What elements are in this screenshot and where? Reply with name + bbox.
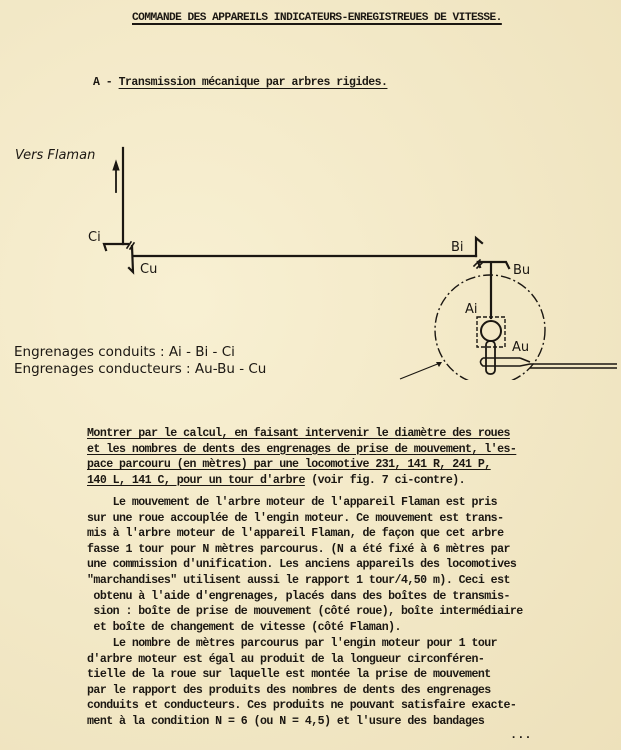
label-ci: Ci xyxy=(88,230,101,245)
text-line: Le nombre de mètres parcourus par l'engin moteur pour 1 tour xyxy=(87,637,498,650)
question-line: 140 L, 141 C, pour un tour d'arbre xyxy=(87,473,305,487)
paragraph-2 xyxy=(87,636,587,730)
text-line: et boîte de changement de vitesse (côté Flaman). xyxy=(87,620,401,634)
gear-legend xyxy=(14,344,266,378)
continuation-mark: ... xyxy=(510,728,532,742)
text-line: Le mouvement de l'arbre moteur de l'appareil Flaman est pris xyxy=(87,496,498,509)
text-line: une commission d'unification. Les anciens appareils des locomotives xyxy=(87,558,517,572)
leader-line xyxy=(400,363,440,379)
gear-ai xyxy=(481,321,501,341)
gear-cu xyxy=(129,246,133,272)
legend-driven: Engrenages conduits : Ai - Bi - Ci xyxy=(14,344,235,360)
question-line: Montrer par le calcul, en faisant intervenir le diamètre des roues xyxy=(87,427,510,440)
text-line: obtenu à l'aide d'engrenages, placés dans des boîtes de transmis- xyxy=(87,589,510,603)
question-reference: (voir fig. 7 ci-contre). xyxy=(304,473,466,487)
gear-bu xyxy=(478,262,509,268)
direction-label: Vers Flaman xyxy=(15,148,96,163)
question-block xyxy=(87,426,587,488)
label-ai: Ai xyxy=(465,302,478,317)
text-line: ment à la condition N = 6 (ou N = 4,5) et l'usure des bandages xyxy=(87,714,485,728)
text-line: d'arbre moteur est égal au produit de la longueur circonféren- xyxy=(87,652,485,666)
section-prefix: A - xyxy=(93,76,119,89)
text-line: fasse 1 tour pour N mètres parcourus. (N a été fixé à 6 mètres par xyxy=(87,542,510,556)
text-line: par le rapport des produits des nombres de dents des engrenages xyxy=(87,683,491,697)
text-line: mis à l'arbre moteur de l'appareil Flaman, de façon que cet arbre xyxy=(87,527,504,541)
text-line: sion : boîte de prise de mouvement (côté roue), boîte intermédiaire xyxy=(87,605,523,619)
text-line: tielle de la roue sur laquelle est montée la prise de mouvement xyxy=(87,668,491,682)
section-heading xyxy=(93,76,387,89)
label-bi: Bi xyxy=(451,240,464,255)
text-line: sur une roue accouplée de l'engin moteur. Ce mouvement est trans- xyxy=(87,511,504,525)
label-bu: Bu xyxy=(513,263,531,278)
gear-bi xyxy=(476,238,482,256)
question-line: et les nombres de dents des engrenages de prise de mouvement, l'es- xyxy=(87,442,517,456)
connecting-rod xyxy=(481,358,618,368)
gear-ci xyxy=(104,244,128,250)
question-line: pace parcouru (en mètres) par une locomotive 231, 141 R, 241 P, xyxy=(87,458,491,472)
arrow-head-icon xyxy=(113,161,119,170)
section-title: Transmission mécanique par arbres rigides. xyxy=(118,76,388,89)
page-title: COMMANDE DES APPAREILS INDICATEURS-ENREGISTREUES DE VITESSE. xyxy=(132,12,502,24)
text-line: conduits et conducteurs. Ces produits ne pouvant satisfaire exacte- xyxy=(87,699,517,713)
paragraph-1 xyxy=(87,495,587,635)
legend-driving: Engrenages conducteurs : Au-Bu - Cu xyxy=(14,361,267,377)
label-au: Au xyxy=(512,340,530,355)
text-line: "marchandises" utilisent aussi le rapport 1 tour/4,50 m). Ceci est xyxy=(87,573,510,587)
label-cu: Cu xyxy=(140,262,158,277)
